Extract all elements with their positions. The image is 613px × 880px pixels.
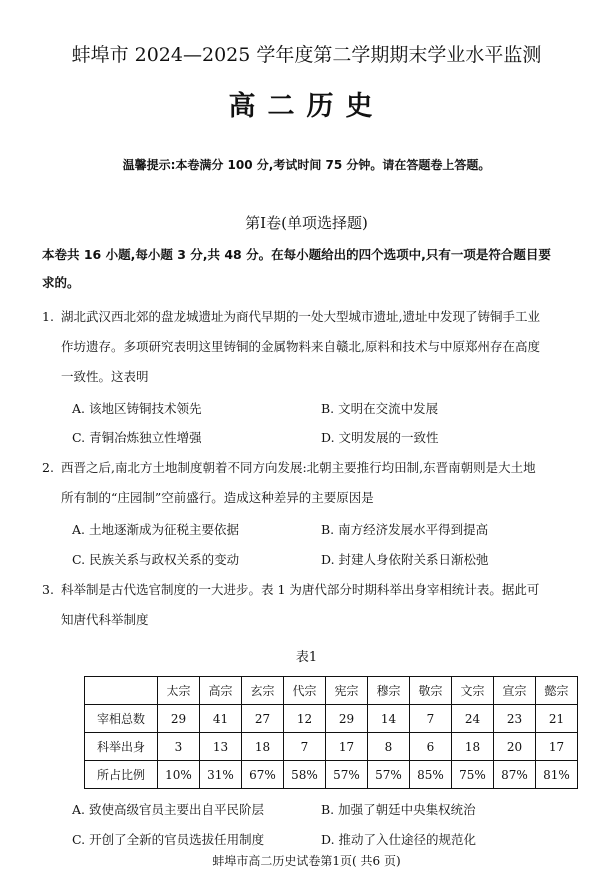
table-header-cell: 代宗	[284, 677, 326, 705]
table-header-row	[85, 677, 578, 705]
question-2-number: 2.	[42, 460, 54, 475]
table-header-cell: 穆宗	[368, 677, 410, 705]
question-3-option-c: C. 开创了全新的官员选拔任用制度	[72, 832, 265, 847]
table-cell: 57%	[326, 761, 368, 789]
table-cell: 7	[284, 733, 326, 761]
table-cell: 17	[536, 733, 578, 761]
table-cell: 31%	[200, 761, 242, 789]
table-cell: 18	[242, 733, 284, 761]
subject-title: 高二历史	[228, 91, 385, 122]
question-3-line: 知唐代科举制度	[61, 612, 149, 627]
question-1-option-b: B. 文明在交流中发展	[321, 401, 439, 416]
table-cell: 20	[494, 733, 536, 761]
question-1-line: 作坊遗存。多项研究表明这里铸铜的金属物料来自赣北,原料和技术与中原郑州存在高度	[61, 339, 540, 354]
table-cell: 23	[494, 705, 536, 733]
question-2-option-b: B. 南方经济发展水平得到提高	[321, 522, 489, 537]
table-header-cell: 敬宗	[410, 677, 452, 705]
table-cell: 6	[410, 733, 452, 761]
table-cell: 29	[326, 705, 368, 733]
question-1-option-c: C. 青铜冶炼独立性增强	[72, 430, 202, 445]
table-row	[85, 705, 578, 733]
table-row-label: 宰相总数	[85, 705, 158, 733]
question-3-option-b: B. 加强了朝廷中央集权统治	[321, 802, 476, 817]
table-cell: 21	[536, 705, 578, 733]
exam-title: 蚌埠市 2024—2025 学年度第二学期期末学业水平监测	[71, 44, 542, 66]
question-1-line: 湖北武汉西北郊的盘龙城遗址为商代早期的一处大型城市遗址,遗址中发现了铸铜手工业	[61, 309, 540, 324]
question-1-number: 1.	[42, 309, 54, 324]
question-1-line: 一致性。这表明	[61, 369, 149, 384]
question-2-line: 所有制的“庄园制”空前盛行。造成这种差异的主要原因是	[61, 490, 374, 505]
table-header-cell: 太宗	[158, 677, 200, 705]
table-cell: 14	[368, 705, 410, 733]
table-cell: 85%	[410, 761, 452, 789]
table-cell: 27	[242, 705, 284, 733]
section-title: 第Ⅰ卷(单项选择题)	[245, 214, 368, 232]
table-cell: 7	[410, 705, 452, 733]
table-cell: 29	[158, 705, 200, 733]
table-cell: 75%	[452, 761, 494, 789]
table-cell: 41	[200, 705, 242, 733]
section-intro-line2: 求的。	[42, 275, 80, 290]
table-cell: 18	[452, 733, 494, 761]
page-footer: 蚌埠市高二历史试卷第1页( 共6 页)	[212, 854, 401, 868]
data-table	[84, 676, 578, 789]
question-1-option-d: D. 文明发展的一致性	[321, 430, 439, 445]
table-header-cell: 懿宗	[536, 677, 578, 705]
table-cell: 8	[368, 733, 410, 761]
table-cell: 10%	[158, 761, 200, 789]
table-cell: 3	[158, 733, 200, 761]
table-cell: 58%	[284, 761, 326, 789]
notice-text: 温馨提示:本卷满分 100 分,考试时间 75 分钟。请在答题卷上答题。	[122, 158, 491, 172]
table-header-cell: 宣宗	[494, 677, 536, 705]
table-row-label: 科举出身	[85, 733, 158, 761]
question-2-option-c: C. 民族关系与政权关系的变动	[72, 552, 240, 567]
question-2-option-d: D. 封建人身依附关系日渐松弛	[321, 552, 489, 567]
table-cell: 17	[326, 733, 368, 761]
table-cell: 24	[452, 705, 494, 733]
question-2-line: 西晋之后,南北方土地制度朝着不同方向发展:北朝主要推行均田制,东晋南朝则是大土地	[61, 460, 536, 475]
table-header-cell: 文宗	[452, 677, 494, 705]
table-header-cell: 玄宗	[242, 677, 284, 705]
question-3-line: 科举制是古代选官制度的一大进步。表 1 为唐代部分时期科举出身宰相统计表。据此可	[61, 582, 540, 597]
table-cell: 87%	[494, 761, 536, 789]
question-2-option-a: A. 土地逐渐成为征税主要依据	[72, 522, 239, 537]
table-header-cell: 宪宗	[326, 677, 368, 705]
table-row-label: 所占比例	[85, 761, 158, 789]
table-header-cell	[85, 677, 158, 705]
question-3-option-d: D. 推动了入仕途径的规范化	[321, 832, 477, 847]
table-cell: 13	[200, 733, 242, 761]
question-1-option-a: A. 该地区铸铜技术领先	[72, 401, 202, 416]
table-header-cell: 高宗	[200, 677, 242, 705]
table-cell: 57%	[368, 761, 410, 789]
question-3-number: 3.	[42, 582, 54, 597]
section-intro-line1: 本卷共 16 小题,每小题 3 分,共 48 分。在每小题给出的四个选项中,只有一项是符合题目要	[42, 247, 551, 262]
question-3-option-a: A. 致使高级官员主要出自平民阶层	[72, 802, 264, 817]
table-cell: 67%	[242, 761, 284, 789]
table-row	[85, 761, 578, 789]
table-caption: 表1	[295, 650, 318, 665]
table-cell: 12	[284, 705, 326, 733]
table-row	[85, 733, 578, 761]
table-cell: 81%	[536, 761, 578, 789]
